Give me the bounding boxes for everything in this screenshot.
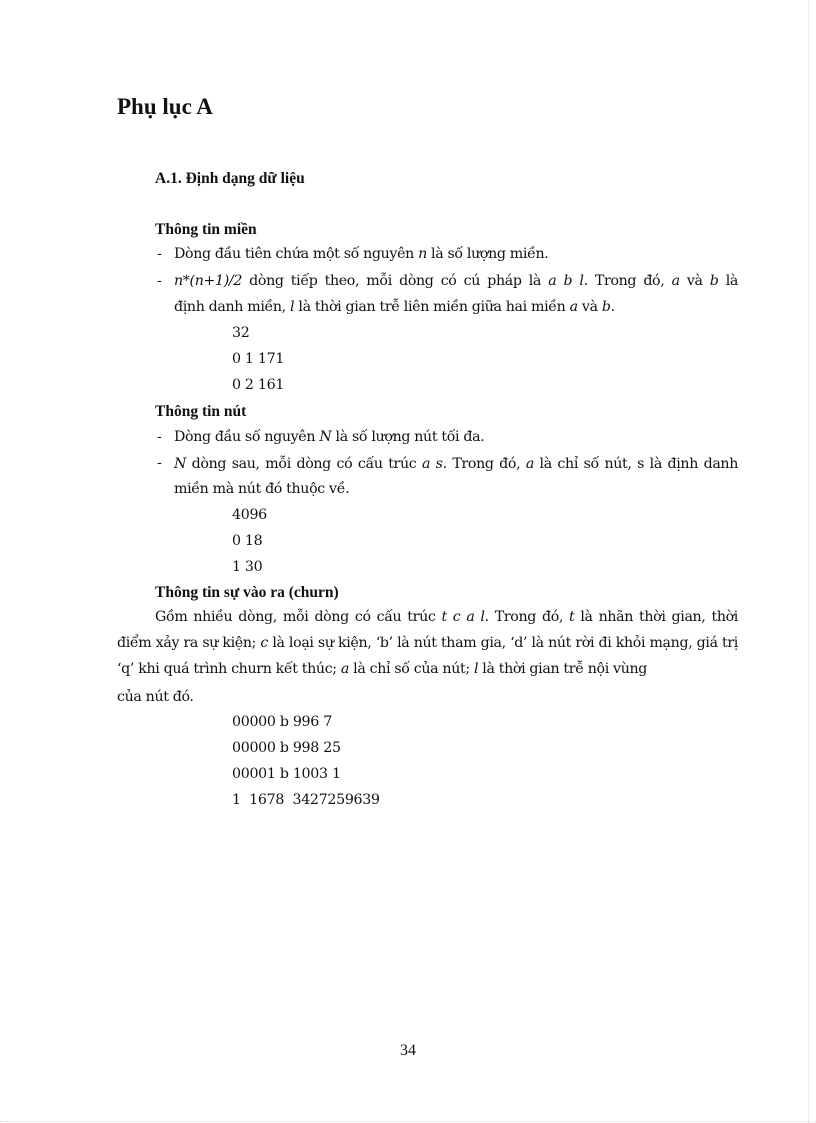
churn-sample-line: 00001 b 1003 1 (232, 766, 341, 782)
node-bullet-2-line-2: miền mà nút đó thuộc về. (174, 481, 350, 497)
domain-sample-line: 0 2 161 (232, 377, 285, 393)
node-sample-line: 1 30 (232, 559, 263, 575)
churn-paragraph-end: của nút đó. (117, 689, 194, 705)
domain-bullet-1: Dòng đầu tiên chứa một số nguyên n là số lượng miền. (174, 246, 549, 262)
section-title: A.1. Định dạng dữ liệu (155, 170, 305, 187)
churn-sample-line: 1 1678 3427259639 (232, 792, 380, 808)
bullet-marker: - (157, 246, 162, 262)
bullet-marker: - (157, 429, 162, 445)
node-sample-line: 4096 (232, 507, 267, 523)
node-bullet-1: Dòng đầu số nguyên N là số lượng nút tối đa. (174, 429, 485, 445)
page-number: 34 (400, 1042, 416, 1059)
churn-sample-line: 00000 b 998 25 (232, 740, 341, 756)
node-sample-line: 0 18 (232, 533, 263, 549)
page-edge (0, 1121, 816, 1122)
domain-bullet-2-line-2: định danh miền, l là thời gian trễ liên miền giữa hai miền a và b. (174, 299, 615, 315)
bullet-marker: - (157, 273, 162, 289)
churn-paragraph: Gồm nhiều dòng, mỗi dòng có cấu trúc t c a l. Trong đó, t là nhãn thời gian, thời điểm xảy ra sự kiện; c là loại sự kiện, ‘b’ là nút tham gia, ‘d’ là nút rời đi khỏi mạng, giá trị ‘q’ khi quá trình churn kết thúc; a là chỉ số của nút; l là thời gian trễ nội vùng (117, 609, 738, 677)
bullet-marker: - (157, 455, 162, 471)
page-title: Phụ lục A (117, 94, 213, 119)
domain-info-heading: Thông tin miền (155, 221, 257, 238)
domain-sample-line: 32 (232, 325, 250, 341)
churn-info-heading: Thông tin sự vào ra (churn) (155, 584, 339, 601)
page-edge (808, 0, 809, 1123)
node-info-heading: Thông tin nút (155, 403, 247, 420)
domain-sample-line: 0 1 171 (232, 351, 285, 367)
domain-bullet-2-line-1: n*(n+1)/2 dòng tiếp theo, mỗi dòng có cú pháp là a b l. Trong đó, a và b là (174, 273, 738, 289)
node-bullet-2-line-1: N dòng sau, mỗi dòng có cấu trúc a s. Trong đó, a là chỉ số nút, s là định danh (174, 456, 739, 472)
churn-sample-line: 00000 b 996 7 (232, 714, 332, 730)
